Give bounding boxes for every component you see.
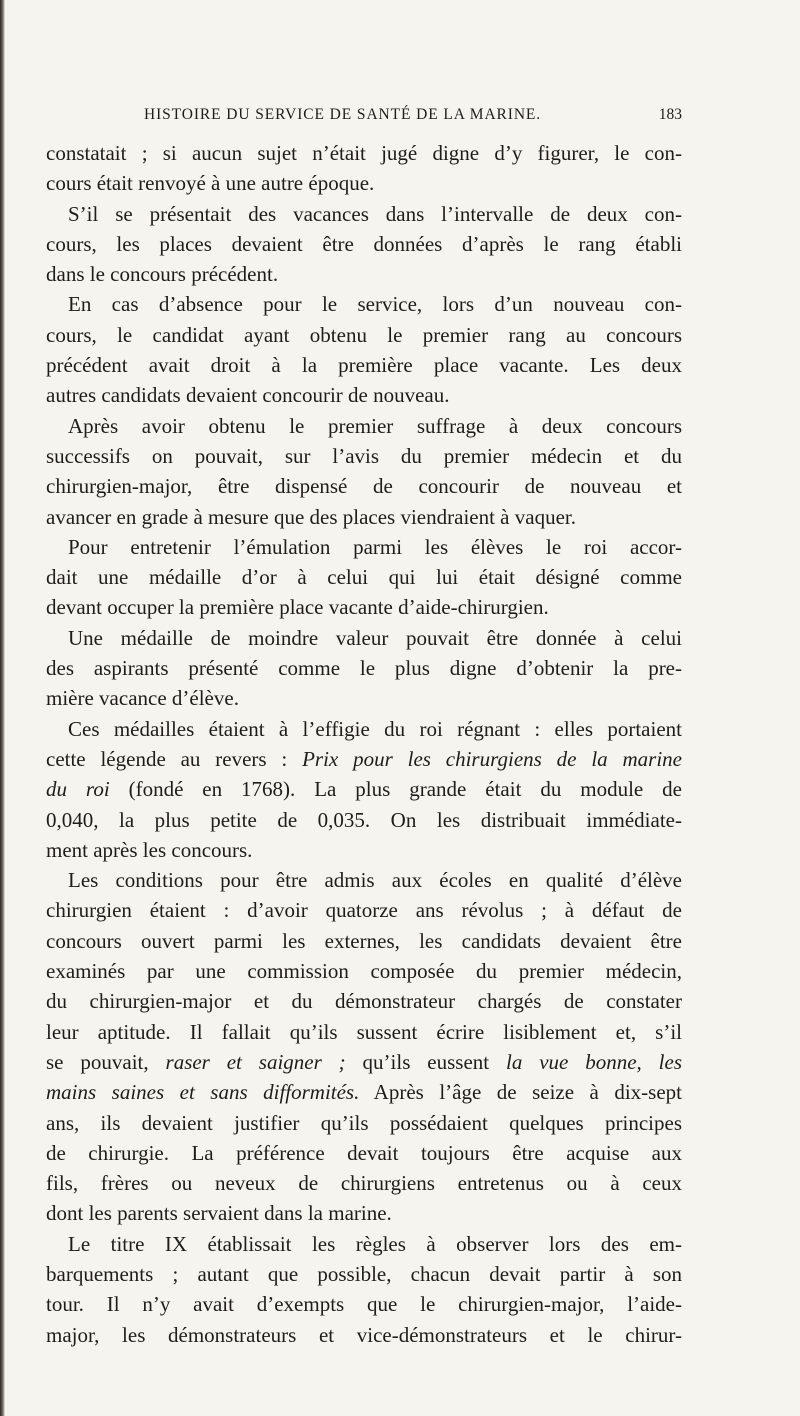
- text-run: autres candidats devaient concourir de nouveau.: [46, 383, 450, 408]
- italic-text-run: la vue bonne, les: [505, 1049, 682, 1074]
- text-line: [46, 1138, 682, 1168]
- text-line: [46, 744, 682, 774]
- text-run: S’il se présentait des vacances dans l’intervalle de deux con-: [68, 201, 682, 226]
- text-line: [46, 865, 682, 895]
- italic-text-run: du roi: [46, 777, 110, 802]
- text-line: [46, 1168, 682, 1198]
- text-line: [46, 1229, 682, 1259]
- text-line: [46, 350, 682, 380]
- text-line: [46, 895, 682, 925]
- page-number: 183: [658, 106, 682, 123]
- text-run: mière vacance d’élève.: [46, 686, 239, 711]
- text-line: [46, 623, 682, 653]
- text-run: devant occuper la première place vacante d’aide-chirurgien.: [46, 595, 549, 620]
- text-line: [46, 441, 682, 471]
- text-line: [46, 683, 682, 713]
- body-text: [46, 138, 682, 1350]
- text-run: cours, les places devaient être données d’après le rang établi: [46, 231, 682, 256]
- text-line: [46, 1077, 682, 1107]
- text-line: [46, 259, 682, 289]
- running-title: HISTOIRE DU SERVICE DE SANTÉ DE LA MARINE.: [144, 106, 542, 123]
- text-line: [46, 411, 682, 441]
- text-run: chirurgien-major, être dispensé de concourir de nouveau et: [46, 474, 682, 499]
- text-line: [46, 653, 682, 683]
- text-run: tour. Il n’y avait d’exempts que le chirurgien-major, l’aide-: [46, 1292, 682, 1317]
- text-run: ans, ils devaient justifier qu’ils possédaient quelques principes: [46, 1110, 682, 1135]
- text-line: [46, 835, 682, 865]
- text-run: concours ouvert parmi les externes, les candidats devaient être: [46, 928, 682, 953]
- text-run: Ces médailles étaient à l’effigie du roi régnant : elles portaient: [68, 716, 682, 741]
- text-run: cours, le candidat ayant obtenu le premier rang au concours: [46, 322, 682, 347]
- text-line: [46, 592, 682, 622]
- text-line: [46, 562, 682, 592]
- text-run: qu’ils eussent: [345, 1049, 506, 1074]
- text-line: [46, 926, 682, 956]
- text-line: [46, 1259, 682, 1289]
- text-run: avancer en grade à mesure que des places viendraient à vaquer.: [46, 504, 576, 529]
- text-run: major, les démonstrateurs et vice-démonstrateurs et le chirur-: [46, 1322, 682, 1347]
- book-page: [46, 0, 686, 1416]
- text-run: fils, frères ou neveux de chirurgiens entretenus ou à ceux: [46, 1171, 682, 1196]
- italic-text-run: Prix pour les chirurgiens de la marine: [302, 746, 682, 771]
- text-run: de chirurgie. La préférence devait toujours être acquise aux: [46, 1140, 682, 1165]
- page-binding-edge: [0, 0, 5, 1416]
- text-run: cette légende au revers :: [46, 746, 303, 771]
- text-run: précédent avait droit à la première place vacante. Les deux: [46, 353, 682, 378]
- text-run: chirurgien étaient : d’avoir quatorze ans révolus ; à défaut de: [46, 898, 682, 923]
- text-run: 0,040, la plus petite de 0,035. On les distribuait immédiate-: [46, 807, 682, 832]
- text-run: des aspirants présenté comme le plus digne d’obtenir la pre-: [46, 656, 682, 681]
- text-line: [46, 1198, 682, 1228]
- text-line: [46, 199, 682, 229]
- text-line: [46, 774, 682, 804]
- text-run: leur aptitude. Il fallait qu’ils sussent écrire lisiblement et, s’il: [46, 1019, 682, 1044]
- italic-text-run: mains saines et sans difformités.: [46, 1080, 360, 1105]
- text-line: [46, 320, 682, 350]
- text-line: [46, 471, 682, 501]
- italic-text-run: raser et saigner ;: [165, 1049, 346, 1074]
- text-line: [46, 956, 682, 986]
- text-run: examinés par une commission composée du premier médecin,: [46, 959, 682, 984]
- text-run: constatait ; si aucun sujet n’était jugé digne d’y figurer, le con-: [46, 141, 682, 165]
- text-run: barquements ; autant que possible, chacun devait partir à son: [46, 1261, 682, 1286]
- text-line: [46, 1320, 682, 1350]
- text-run: cours était renvoyé à une autre époque.: [46, 171, 375, 196]
- text-run: Le titre IX établissait les règles à observer lors des em-: [68, 1231, 682, 1256]
- text-run: du chirurgien-major et du démonstrateur chargés de constater: [46, 989, 682, 1014]
- text-run: ment après les concours.: [46, 837, 253, 862]
- text-line: [46, 138, 682, 168]
- text-line: [46, 805, 682, 835]
- text-line: [46, 1108, 682, 1138]
- text-line: [46, 229, 682, 259]
- text-run: Pour entretenir l’émulation parmi les élèves le roi accor-: [68, 534, 682, 559]
- running-head: [46, 102, 686, 130]
- text-run: successifs on pouvait, sur l’avis du premier médecin et du: [46, 443, 682, 468]
- text-run: Les conditions pour être admis aux écoles en qualité d’élève: [68, 868, 682, 893]
- text-line: [46, 502, 682, 532]
- text-line: [46, 986, 682, 1016]
- text-run: Après l’âge de seize à dix-sept: [359, 1080, 682, 1105]
- text-run: dait une médaille d’or à celui qui lui était désigné comme: [46, 565, 682, 590]
- text-run: (fondé en 1768). La plus grande était du module de: [109, 777, 682, 802]
- text-line: [46, 1289, 682, 1319]
- text-run: Après avoir obtenu le premier suffrage à deux concours: [68, 413, 682, 438]
- text-line: [46, 714, 682, 744]
- text-run: se pouvait,: [46, 1049, 166, 1074]
- text-line: [46, 289, 682, 319]
- text-line: [46, 168, 682, 198]
- text-line: [46, 1017, 682, 1047]
- text-run: Une médaille de moindre valeur pouvait être donnée à celui: [68, 625, 682, 650]
- text-line: [46, 380, 682, 410]
- text-run: En cas d’absence pour le service, lors d’un nouveau con-: [68, 292, 682, 317]
- text-line: [46, 532, 682, 562]
- text-line: [46, 1047, 682, 1077]
- text-run: dans le concours précédent.: [46, 262, 279, 287]
- text-run: dont les parents servaient dans la marine.: [46, 1201, 392, 1226]
